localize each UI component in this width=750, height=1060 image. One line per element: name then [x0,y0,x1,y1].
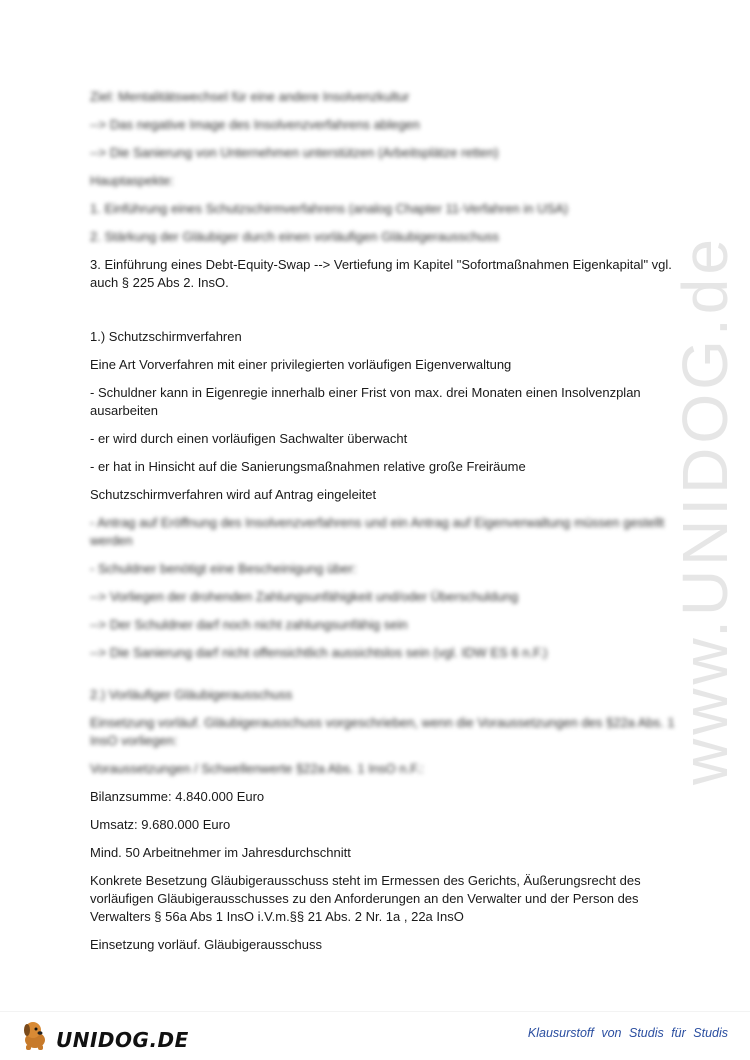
blurred-line: - Antrag auf Eröffnung des Insolvenzverfahrens und ein Antrag auf Eigenverwaltung müssen gestellt werden [90,515,665,548]
blurred-line: Voraussetzungen / Schwellenwerte §22a Abs. 1 InsO n.F.: [90,761,424,776]
section-heading-schutzschirm: 1.) Schutzschirmverfahren [90,329,242,344]
paragraph: Einsetzung vorläuf. Gläubigerausschuss [90,937,322,952]
paragraph: Konkrete Besetzung Gläubigerausschuss steht im Ermessen des Gerichts, Äußerungsrecht des vorläufigen Gläubigerausschusses zu den Anforderungen an den Verwalter und der Person des Verwalters § 56a Abs 1 InsO i.V.m.§§ 21 Abs. 2 Nr. 1a , 22a InsO [90,873,641,924]
blurred-line: --> Die Sanierung von Unternehmen unterstützen (Arbeitsplätze retten) [90,145,499,160]
paragraph: Schutzschirmverfahren wird auf Antrag eingeleitet [90,487,377,502]
paragraph-umsatz: Umsatz: 9.680.000 Euro [90,817,231,832]
paragraph: - er wird durch einen vorläufigen Sachwalter überwacht [90,431,408,446]
blurred-line: 1. Einführung eines Schutzschirmverfahrens (analog Chapter 11-Verfahren in USA) [90,201,569,216]
document-body [90,88,680,964]
footer-tagline: Klausurstoff von Studis für Studis [527,1026,728,1040]
blurred-line: Einsetzung vorläuf. Gläubigerausschuss vorgeschrieben, wenn die Voraussetzungen des §22a Abs. 1 InsO vorliegen: [90,715,675,748]
blurred-line: Ziel: Mentalitätswechsel für eine andere Insolvenzkultur [90,89,410,104]
dog-mascot-icon [18,1018,52,1052]
unidog-logo[interactable] [18,1018,189,1052]
paragraph: Eine Art Vorverfahren mit einer privilegierten vorläufigen Eigenverwaltung [90,357,512,372]
blurred-line: 2.) Vorläufiger Gläubigerausschuss [90,687,293,702]
paragraph-arbeitnehmer: Mind. 50 Arbeitnehmer im Jahresdurchschnitt [90,845,351,860]
watermark-text: www.UNIDOG.de [669,235,741,785]
logo-text: UNIDOG.DE [56,1028,189,1052]
blurred-line: - Schuldner benötigt eine Bescheinigung über: [90,561,357,576]
blurred-line: --> Das negative Image des Insolvenzverfahrens ablegen [90,117,420,132]
watermark [669,235,741,785]
paragraph: - er hat in Hinsicht auf die Sanierungsmaßnahmen relative große Freiräume [90,459,526,474]
blurred-line: --> Die Sanierung darf nicht offensichtlich aussichtslos sein (vgl. IDW ES 6 n.F.) [90,645,548,660]
paragraph-bilanzsumme: Bilanzsumme: 4.840.000 Euro [90,789,265,804]
paragraph-debt-equity-swap: 3. Einführung eines Debt-Equity-Swap --> Vertiefung im Kapitel "Sofortmaßnahmen Eigenkapital" vgl. auch § 225 Abs 2. InsO. [90,257,672,290]
footer [0,1000,750,1060]
blurred-line: Hauptaspekte: [90,173,174,188]
blurred-line: --> Der Schuldner darf noch nicht zahlungsunfähig sein [90,617,408,632]
blurred-line: --> Vorliegen der drohenden Zahlungsunfähigkeit und/oder Überschuldung [90,589,519,604]
paragraph: - Schuldner kann in Eigenregie innerhalb einer Frist von max. drei Monaten einen Insolvenzplan ausarbeiten [90,385,641,418]
blurred-line: 2. Stärkung der Gläubiger durch einen vorläufigen Gläubigerausschuss [90,229,500,244]
footer-divider [0,1011,750,1012]
